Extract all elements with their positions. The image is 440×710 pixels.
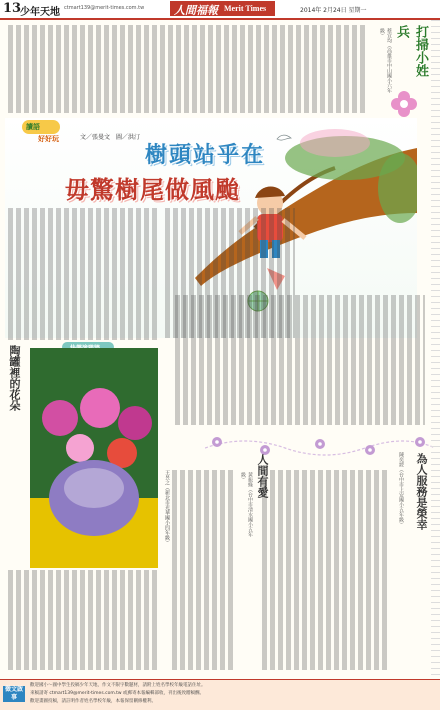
feature-article-text-3 <box>175 295 425 425</box>
painting-image <box>30 348 158 568</box>
submission-tag: 徵文啟事 <box>4 686 23 701</box>
painting-title: 陶罐裡的花朵 <box>8 345 21 411</box>
painting-caption: 王昱之（新北市光華國小四年級） <box>164 470 170 545</box>
story-title-love: 人間有愛 <box>256 454 269 498</box>
article-text-bottom-left-2 <box>8 570 158 670</box>
submission-text-1: 歡迎國小～國中學生投稿少年天地，作文不限字數題材，請附上姓名學校年級電話住址。 <box>30 683 206 688</box>
column-tag-subtitle: 好好玩 <box>38 135 59 143</box>
article-text-bottom-left <box>172 470 234 670</box>
feature-title-line2: 毋驚樹尾做風颱 <box>65 176 240 204</box>
column-tag-label: 讀語 <box>26 123 40 131</box>
story-title-sweep: 打掃小姓兵 <box>394 25 428 77</box>
article-text-top-left <box>8 25 368 113</box>
story-author-honor: 陳奕綬（台中市上安國小五年級） <box>398 452 404 527</box>
issue-date: 2014年 2月24日 星期一 <box>300 7 367 14</box>
feature-article-text-2 <box>8 208 158 340</box>
story-title-honor: 為人服務是榮幸 <box>415 453 428 530</box>
submission-text-3: 歡迎畫圖投稿，請註明作者姓名學校年級，本報保留刪修權利。 <box>30 699 156 704</box>
story-author-love: 黃振綠（台中市清水國小五年級） <box>240 472 253 537</box>
article-text-bottom-mid <box>262 470 390 670</box>
submission-text-2: 來稿請寄 ctmart139@merit-times.com.tw 或郵寄本報編輯部收，刊出後致贈稿酬。 <box>30 691 205 696</box>
page-number: 13 <box>3 1 22 16</box>
feature-title-line1: 樹頭站乎在 <box>145 143 266 168</box>
newspaper-logo <box>170 1 275 16</box>
logo-chinese: 人間福報 <box>174 4 218 17</box>
logo-english: Merit Times <box>224 4 267 13</box>
section-name: 少年天地 <box>20 7 60 18</box>
feature-credits: 文／張曼文 圖／洪汀 <box>80 134 141 141</box>
story-author-sweep: 蔡宜均（高雄市中山國小六年級） <box>379 28 392 93</box>
side-margin-strip <box>431 20 440 675</box>
header-email: ctmart139@merit-times.com.tw <box>64 5 145 11</box>
bird-icon <box>276 128 292 147</box>
